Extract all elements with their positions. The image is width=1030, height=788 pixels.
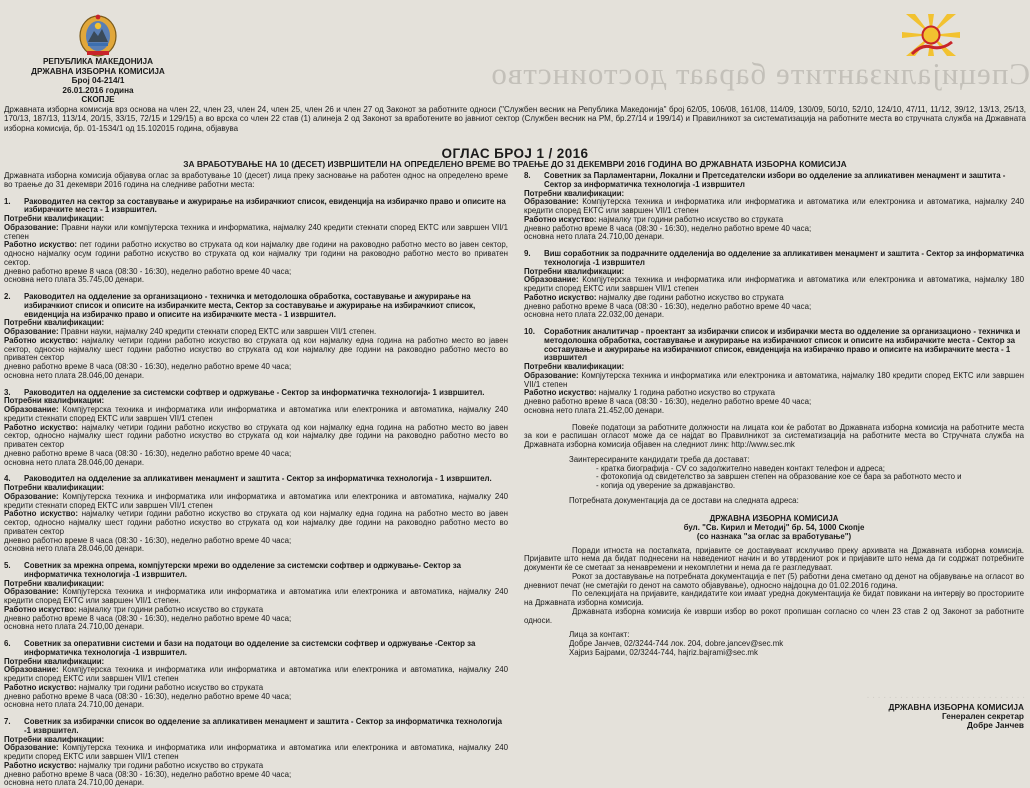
net-salary: основна нето плата 28.046,00 денари. (4, 545, 508, 554)
job-posting (4, 718, 508, 788)
requirements-label: Потребни квалификации: (4, 319, 508, 328)
working-hours: дневно работно време 8 часа (08:30 - 16:30), неделно работно време 40 часа; (4, 615, 508, 624)
job-title: Раководител на одделение за организационо - техничка и методолошка обработка, составување и ажурирање на избирачкиот список и описите на избирачките места, Сектор за составување и ажурирање на избирачкиот список, евиденција на избирачко право и описите на избирачките места - 1 извршител. (24, 293, 508, 319)
experience-label: Работно искуство: (4, 605, 77, 614)
job-heading (4, 562, 508, 580)
education-text: Компјутерска техника и информатика или електроника и автоматика, најмалку 180 кредити според ЕКТС или завршен VII/1 степен (524, 371, 1024, 389)
experience-requirement (4, 424, 508, 450)
experience-text: најмалку три години работно искуство во струката (79, 605, 263, 614)
header-date: 26.01.2016 година (30, 86, 166, 96)
lead-paragraph: Државната изборна комисија објавува оглас за вработување 10 (десет) лица преку засновање на работен однос на определено време во траење до 31 декември 2016 година на следниве работни места: (4, 172, 508, 190)
job-title: Виш соработник за подрачните одделенија во одделение за апликативен менаџмент и заштита - Сектор за информатичка технологија -1 извршител (544, 250, 1024, 268)
working-hours: дневно работно време 8 часа (08:30 - 16:30), неделно работно време 40 часа; (4, 268, 508, 277)
required-documents-list (524, 465, 1024, 491)
experience-label: Работно искуство: (4, 683, 77, 692)
experience-requirement (4, 241, 508, 267)
education-label: Образование: (524, 197, 579, 206)
education-requirement (4, 406, 508, 424)
experience-label: Работно искуство: (4, 423, 78, 432)
education-label: Образование: (4, 327, 59, 336)
requirements-label: Потребни квалификации: (524, 363, 1024, 372)
submission-rules-paragraph: Поради итноста на постапката, пријавите се доставуваат исклучиво преку архивата на Државната изборна комисија. Пријавите што нема да бидат поднесени на наведениот начин и во утврдениот рок и пријавите што нема да ги содржат потребните документи ќе се сметаат за ненавремени и некомплетни и нема да ге разгледуваат. (524, 547, 1024, 573)
working-hours: дневно работно време 8 часа (08:30 - 16:30), неделно работно време 40 часа; (524, 398, 1024, 407)
announcement-title: ОГЛАС БРОЈ 1 / 2016 (0, 146, 1030, 161)
bleed-through-text-bottom: . . . . . . . . . . . . . . . . . . . . . . . . . . . . . (545, 690, 1025, 710)
requirements-label: Потребни квалификации: (4, 736, 508, 745)
experience-label: Работно искуство: (4, 509, 78, 518)
job-number: 1. (4, 198, 24, 216)
job-posting (4, 389, 508, 468)
job-title: Советник за мрежна опрема, компјутерски мрежи во одделение за системски софтвер и одржување- Сектор за информатичка технологија -1 извршител. (24, 562, 508, 580)
job-list-left (4, 198, 508, 788)
working-hours: дневно работно време 8 часа (08:30 - 16:30), неделно работно време 40 часа; (524, 303, 1024, 312)
applicants-submit-label: Заинтересираните кандидати треба да достават: (524, 456, 1024, 465)
education-requirement (4, 744, 508, 762)
net-salary: основна нето плата 21.452,00 денари. (524, 407, 1024, 416)
experience-text: најмалку 1 година работно искуство во струката (599, 388, 775, 397)
contact-persons (524, 631, 1024, 657)
job-number: 4. (4, 475, 24, 484)
required-document-item: - кратка биографија - CV со задолжително наведен контакт телефон и адреса; (596, 465, 1024, 474)
experience-requirement (4, 337, 508, 363)
announcement-subtitle: ЗА ВРАБОТУВАЊЕ НА 10 (ДЕСЕТ) ИЗВРШИТЕЛИ НА ОПРЕДЕЛЕНО ВРЕМЕ ВО ТРАЕЊЕ ДО 31 ДЕКЕМВРИ 2016 ГОДИНА ВО ДРЖАВНАТА ИЗБОРНА КОМИСИЈА (0, 159, 1030, 169)
job-heading (524, 328, 1024, 363)
experience-text: пет години работно искуство во струката од кои најмалку две години на раководно работно место во јавен сектор, односно најмалку осум години работно искуство во струката од кои најмалку три години на раководно работно место во приватен сектор. (4, 240, 508, 267)
job-number: 3. (4, 389, 24, 398)
job-heading (524, 250, 1024, 268)
experience-label: Работно искуство: (524, 388, 597, 397)
education-requirement (524, 276, 1024, 294)
requirements-label: Потребни квалификации: (4, 397, 508, 406)
closing-section (524, 424, 1024, 658)
experience-text: најмалку три години работно искуство во струката (79, 683, 263, 692)
experience-label: Работно искуство: (524, 293, 597, 302)
job-posting (524, 328, 1024, 416)
education-requirement (4, 493, 508, 511)
job-posting (4, 640, 508, 710)
job-list-right (524, 172, 1024, 416)
experience-text: најмалку четири години работно искуство во струката од кои најмалку една година на работно место во јавен сектор, односно најмалку шест години работно искуство во струката од кои најмалку две години на раководно работно место во приватен сектор (4, 509, 508, 536)
delivery-address (524, 514, 1024, 541)
education-requirement (4, 588, 508, 606)
education-requirement (524, 372, 1024, 390)
header-institution: ДРЖАВНА ИЗБОРНА КОМИСИЈА (30, 67, 166, 77)
required-document-item: - копија од уверение за државјанство. (596, 482, 1024, 491)
requirements-label: Потребни квалификации: (524, 190, 1024, 199)
job-posting (4, 198, 508, 286)
net-salary: основна нето плата 28.046,00 денари. (4, 459, 508, 468)
experience-text: најмалку три години работно искуство во струката (79, 761, 263, 770)
job-posting (524, 172, 1024, 242)
job-title: Советник за оперативни системи и бази на податоци во одделение за системски софтвер и одржување -Сектор за информатичка технологија -1 извршител. (24, 640, 508, 658)
requirements-label: Потребни квалификации: (524, 268, 1024, 277)
job-heading (4, 640, 508, 658)
net-salary: основна нето плата 24.710,00 денари. (4, 779, 508, 788)
right-column (524, 172, 1024, 658)
job-title: Соработник аналитичар - проектант за избирачки список и избирачки места во одделение за организационо - техничка и методолошка обработка, составување и ажурирање на избирачкиот список и описите на избирачките места - Сектор за составување и ажурирање на избирачкиот список, евиденција на избирачко право и описите на избирачките места - 1 извршител (544, 328, 1024, 363)
requirements-label: Потребни квалификации: (4, 658, 508, 667)
job-heading (4, 293, 508, 319)
job-number: 7. (4, 718, 24, 736)
education-text: Правни науки или компјутерска техника и информатика, најмалку 240 кредити стекнати според ЕКТС или завршен VII/1 степен (4, 223, 508, 241)
education-label: Образование: (4, 587, 59, 596)
job-number: 5. (4, 562, 24, 580)
net-salary: основна нето плата 24.710,00 денари. (524, 233, 1024, 242)
requirements-label: Потребни квалификации: (4, 215, 508, 224)
net-salary: основна нето плата 35.745,00 денари. (4, 276, 508, 285)
education-text: Правни науки, најмалку 240 кредити стекнати според ЕКТС или завршен VII/1 степен. (61, 327, 376, 336)
job-heading (4, 718, 508, 736)
job-posting (524, 250, 1024, 320)
job-title: Раководител на одделение за системски софтвер и одржување - Сектор за информатичка технологија- 1 извршител. (24, 389, 508, 398)
experience-text: најмалку четири години работно искуство во струката од кои најмалку една година на работно место во јавен сектор, односно најмалку шест години работно искуство во струката од кои најмалку две години на раководно работно место во приватен сектор (4, 336, 508, 363)
coat-of-arms-icon (77, 12, 119, 58)
closing-info-paragraph: Повеќе податоци за работните должности на лицата кои ќе работат во Државната изборна комисија на работните места за кои е распишан огласот може да се најдат во Правилникот за систематизација на работните места во Стручната служба на Државната изборна комисија објавен на следниот линк: http://www.sec.mk (524, 424, 1024, 450)
experience-label: Работно искуство: (4, 240, 77, 249)
education-text: Компјутерска техника и информатика или информатика и автоматика или електроника и автоматика, најмалку 240 кредити според ЕКТС или завршен VII/1 степен (524, 197, 1024, 215)
education-text: Компјутерска техника и информатика или информатика и автоматика или електроника и автоматика, најмалку 240 кредити стекнати според ЕКТС или завршен VII/1 степен (4, 492, 508, 510)
education-label: Образование: (4, 492, 59, 501)
job-number: 2. (4, 293, 24, 319)
working-hours: дневно работно време 8 часа (08:30 - 16:30), неделно работно време 40 часа; (4, 537, 508, 546)
education-label: Образование: (4, 223, 59, 232)
address-note: (со назнака "за оглас за вработување") (524, 532, 1024, 541)
signature-institution: ДРЖАВНА ИЗБОРНА КОМИСИЈА (889, 703, 1024, 712)
job-title: Раководител на сектор за составување и ажурирање на избирачкиот список, евиденција на избирачко право и описите на избирачките места - 1 извршител. (24, 198, 508, 216)
job-heading (524, 172, 1024, 190)
education-label: Образование: (4, 665, 59, 674)
header-city: СКОПЈЕ (30, 95, 166, 105)
job-posting (4, 293, 508, 381)
delivery-address-label: Потребната документација да се достави на следната адреса: (524, 497, 1024, 506)
job-title: Советник за Парламентарни, Локални и Претседателски избори во одделение за апликативен менаџмент и заштита - Сектор за информатичка технологија -1 извршител (544, 172, 1024, 190)
signature-name: Добре Јанчев (889, 721, 1024, 730)
job-title: Советник за избирачки список во одделение за апликативен менаџмент и заштита - Сектор за информатичка технологија -1 извршител. (24, 718, 508, 736)
left-column (4, 172, 508, 788)
selection-paragraph: Државната изборна комисија ќе изврши избор во рокот пропишан согласно со член 23 став 2 од Законот за работните односи. (524, 608, 1024, 626)
working-hours: дневно работно време 8 часа (08:30 - 16:30), неделно работно време 40 часа; (4, 450, 508, 459)
education-requirement (4, 666, 508, 684)
header-number: Број 04-214/1 (30, 76, 166, 86)
experience-text: најмалку четири години работно искуство во струката од кои најмалку една година на работно место во јавен сектор, односно најмалку шест години работно искуство во струката од кои најмалку две години на раководно работно место во приватен сектор (4, 423, 508, 450)
deadline-paragraph: Рокот за доставување на потребната документација е пет (5) работни дена сметано од денот на објавување на огласот во дневниот печат (не сметајќи го денот на самото објавување), односно најдоцна до 01.02.2016 година. (524, 573, 1024, 591)
requirements-label: Потребни квалификации: (4, 580, 508, 589)
net-salary: основна нето плата 28.046,00 денари. (4, 372, 508, 381)
education-text: Компјутерска техника и информатика или информатика и автоматика или електроника и автоматика, најмалку 240 кредити според ЕКТС или завршен VII/1 степен (4, 743, 508, 761)
job-number: 6. (4, 640, 24, 658)
education-requirement (4, 224, 508, 242)
interview-paragraph: По селекцијата на пријавите, кандидатите кои имаат уредна документација ќе бидат повикани на интервју во просториите на Државната изборна комисија. (524, 590, 1024, 608)
education-text: Компјутерска техника и информатика или информатика и автоматика или електроника и автоматика, најмалку 180 кредити според ЕКТС или завршен VII/1 степен (524, 275, 1024, 293)
contact-person-2: Хајриз Бајрами, 02/3244-744, hajriz.bajrami@sec.mk (569, 649, 1024, 658)
education-label: Образование: (524, 371, 579, 380)
flag-sun-icon (902, 14, 960, 56)
bleed-through-text: Специјализантите бараат достоинство (470, 56, 1030, 96)
education-label: Образование: (4, 405, 59, 414)
contact-person-1: Добре Јанчев, 02/3244-744 лок. 204, dobre.jancev@sec.mk (569, 640, 1024, 649)
job-posting (4, 562, 508, 632)
job-number: 9. (524, 250, 544, 268)
experience-text: најмалку три години работно искуство во струката (599, 215, 783, 224)
education-text: Компјутерска техника и информатика или информатика и автоматика или електроника и автоматика, најмалку 240 кредити според ЕКТС или завршен VII/1 степен (4, 665, 508, 683)
job-posting (4, 475, 508, 554)
net-salary: основна нето плата 22.032,00 денари. (524, 311, 1024, 320)
header-country: РЕПУБЛИКА МАКЕДОНИЈА (30, 57, 166, 67)
contact-title: Лица за контакт: (569, 631, 1024, 640)
job-number: 8. (524, 172, 544, 190)
address-institution: ДРЖАВНА ИЗБОРНА КОМИСИЈА (524, 514, 1024, 523)
experience-label: Работно искуство: (524, 215, 597, 224)
job-number: 10. (524, 328, 544, 363)
working-hours: дневно работно време 8 часа (08:30 - 16:30), неделно работно време 40 часа; (4, 693, 508, 702)
experience-label: Работно искуство: (4, 336, 78, 345)
working-hours: дневно работно време 8 часа (08:30 - 16:30), неделно работно време 40 часа; (4, 363, 508, 372)
working-hours: дневно работно време 8 часа (08:30 - 16:30), неделно работно време 40 часа; (524, 225, 1024, 234)
required-document-item: - фотокопија од свидетелство за завршен степен на образование кое се бара за работното место и (596, 473, 1024, 482)
education-text: Компјутерска техника и информатика или информатика и автоматика или електроника и автоматика, најмалку 240 кредити според ЕКТС или завршен VII/1 степен. (4, 587, 508, 605)
education-label: Образование: (524, 275, 579, 284)
education-label: Образование: (4, 743, 59, 752)
net-salary: основна нето плата 24.710,00 денари. (4, 701, 508, 710)
issuer-header (30, 57, 166, 105)
experience-requirement (4, 510, 508, 536)
education-text: Компјутерска техника и информатика или информатика и автоматика или електроника и автоматика, најмалку 240 кредити стекнати според ЕКТС или завршен VII/1 степен (4, 405, 508, 423)
education-requirement (524, 198, 1024, 216)
experience-label: Работно искуство: (4, 761, 77, 770)
address-street: бул. "Св. Кирил и Методиј" бр. 54, 1000 Скопје (524, 523, 1024, 532)
net-salary: основна нето плата 24.710,00 денари. (4, 623, 508, 632)
job-heading (4, 198, 508, 216)
job-title: Раководител на одделение за апликативен менаџмент и заштита - Сектор за информатичка технологија - 1 извршител. (24, 475, 508, 484)
working-hours: дневно работно време 8 часа (08:30 - 16:30), неделно работно време 40 часа; (4, 771, 508, 780)
signature-block (889, 703, 1024, 730)
experience-text: најмалку две години работно искуство во струката (599, 293, 784, 302)
requirements-label: Потребни квалификации: (4, 484, 508, 493)
signature-role: Генерален секретар (889, 712, 1024, 721)
intro-paragraph: Државната изборна комисија врз основа на член 22, член 23, член 24, член 25, член 26 и член 27 од Законот за работните односи ("Службен весник на Република Македонија" број 62/05, 106/08, 161/08, 114/09, 130/09, 50/10, 52/10, 124/10, 47/11, 11/12, 39/12, 13/13, 25/13, 170/13, 187/13, 113/14, 20/15, 33/15, 72/15 и 129/15) а во врска со член 22 став (1) алинеја 2 од Законот за вработените во јавниот сектор (Службен весник на РМ, бр.27/14 и 199/14) и Правилникот за систематизација на работните места во стручната служба на Државната изборна комисија, бр. 01-1534/1 од 15.102015 година, објавува (4, 105, 1026, 133)
